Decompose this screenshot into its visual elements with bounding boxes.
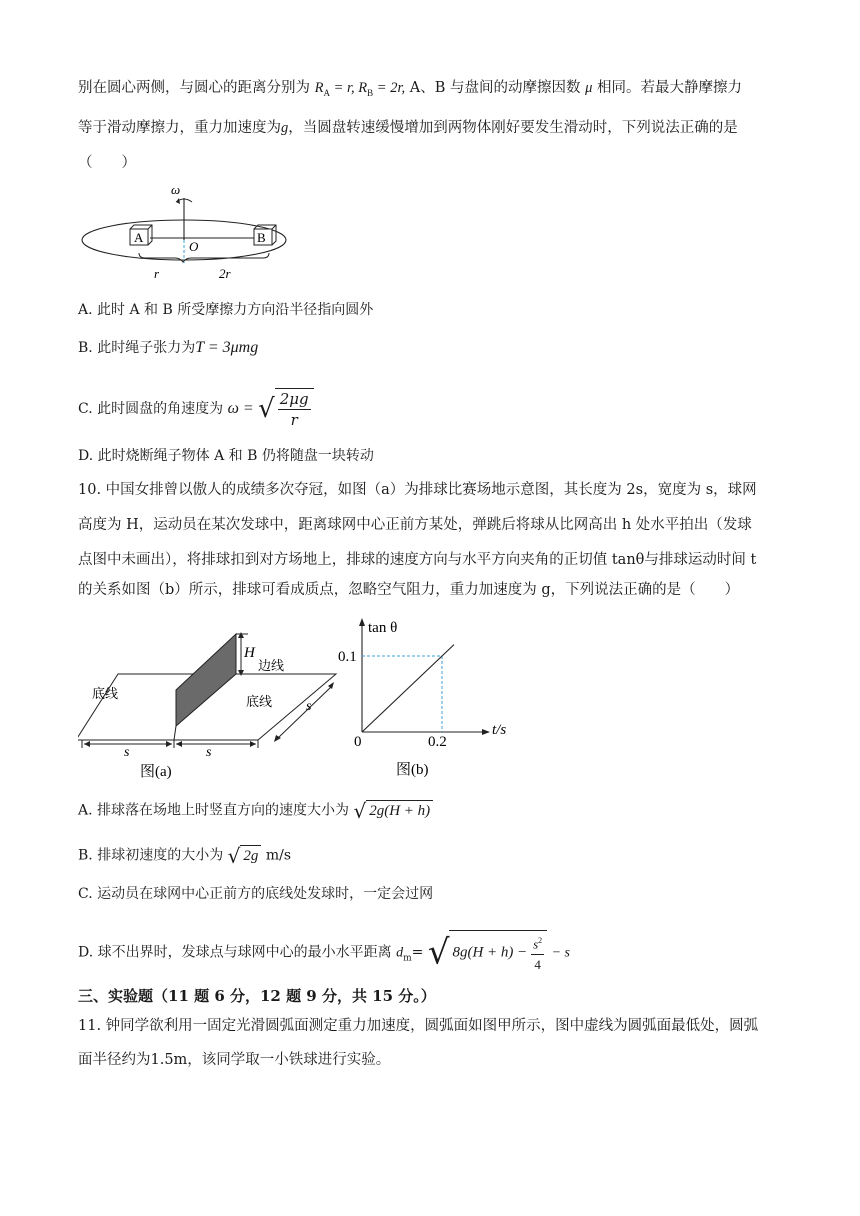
- q10-option-c[interactable]: C. 运动员在球网中心正前方的底线处发球时，一定会过网: [78, 886, 434, 902]
- distance-r: r: [154, 266, 160, 281]
- baseline-left-label: 底线: [92, 687, 119, 702]
- x-tick-label: 0.2: [428, 734, 447, 750]
- q10-option-b[interactable]: B. 排球初速度的大小为 √ 2g m/s: [78, 844, 292, 868]
- omega-label: ω: [171, 182, 181, 197]
- section-3-heading: 三、实验题（11 题 6 分，12 题 9 分，共 15 分。）: [78, 987, 436, 1005]
- length-s-left: s: [124, 745, 130, 760]
- length-s-mid: s: [206, 745, 212, 760]
- data-line: [362, 645, 454, 732]
- width-s-label: s: [306, 699, 312, 714]
- net-height-label: H: [244, 645, 255, 661]
- x-axis-label: t/s: [492, 722, 507, 738]
- q9-disk-figure: [78, 180, 298, 290]
- baseline-right-label: 底线: [246, 695, 273, 710]
- q9-option-c[interactable]: C. 此时圆盘的角速度为 ω = √ $\frac{2\mu g}{r}$: [78, 388, 314, 430]
- q10-line-1: 10. 中国女排曾以傲人的成绩多次夺冠，如图（a）为排球比赛场地示意图，其长度为 2s，宽度为 s，球网: [78, 482, 757, 498]
- origin-label: 0: [354, 734, 362, 750]
- q11-line-1: 11. 钟同学欲利用一固定光滑圆弧面测定重力加速度，圆弧面如图甲所示，图中虚线为圆弧面最低处，圆弧: [78, 1018, 759, 1034]
- y-tick-label: 0.1: [338, 649, 357, 665]
- q10-option-d[interactable]: D. 球不出界时，发球点与球网中心的最小水平距离 $d_m=$ √ 8g(H + h) − $\frac{s^2}{4}$ − s: [78, 930, 570, 975]
- q10-option-a[interactable]: A. 排球落在场地上时竖直方向的速度大小为 √ 2g(H + h): [78, 800, 433, 821]
- block-a-label: A: [134, 230, 144, 245]
- court-figure: [78, 622, 353, 782]
- tan-theta-graph: [338, 612, 528, 782]
- radius-expression: $R_A = r$, $R_B = 2r$,: [314, 80, 406, 98]
- center-label: O: [189, 239, 199, 254]
- distance-2r: 2r: [219, 266, 231, 281]
- sideline-label: 边线: [258, 659, 285, 674]
- q10-line-3: 点图中未画出），将排球扣到对方场地上，排球的速度方向与水平方向夹角的正切值 tanθ与排球运动时间 t: [78, 552, 757, 568]
- q9-option-d[interactable]: D. 此时烧断绳子物体 A 和 B 仍将随盘一块转动: [78, 448, 374, 464]
- q11-line-2: 面半径约为1.5m，该同学取一小铁球进行实验。: [78, 1052, 391, 1068]
- q9-option-a[interactable]: A. 此时 A 和 B 所受摩擦力方向沿半径指向圆外: [78, 302, 374, 318]
- q9-option-b[interactable]: B. 此时绳子张力为T = 3μmg: [78, 339, 259, 356]
- block-b-label: B: [257, 230, 266, 245]
- q9-answer-bracket: （ ）: [78, 155, 136, 171]
- q10-line-2: 高度为 H，运动员在某次发球中，距离球网中心正前方某处，弹跳后将球从比网高出 h 处水平拍出（发球: [78, 517, 752, 533]
- figure-b-caption: 图(b): [396, 762, 429, 778]
- q9-line-1: 别在圆心两侧，与圆心的距离分别为 $R_A = r$, $R_B = 2r$, A、B 与盘间的动摩擦因数 μ 相同。若最大静摩擦力: [78, 80, 742, 98]
- y-axis-label: tan θ: [368, 620, 398, 636]
- q10-line-4: 的关系如图（b）所示，排球可看成质点，忽略空气阻力，重力加速度为 g，下列说法正确的是（ ）: [78, 582, 740, 598]
- figure-a-caption: 图(a): [140, 764, 172, 780]
- q9-line-2: 等于滑动摩擦力，重力加速度为g，当圆盘转速缓慢增加到两物体刚好要发生滑动时，下列说法正确的是: [78, 120, 738, 136]
